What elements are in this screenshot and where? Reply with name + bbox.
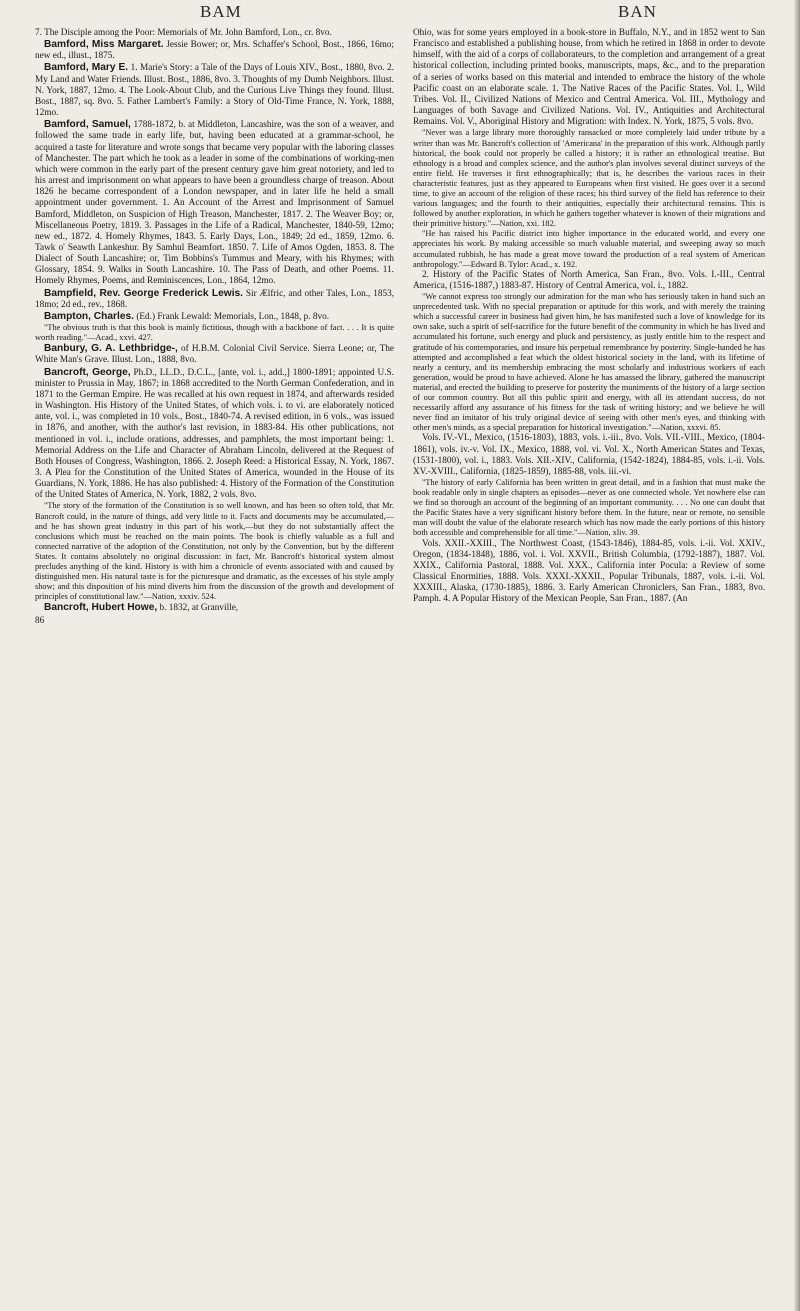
review-quote: "We cannot express too strongly our admiration for the man who has seriously taken in hand such an unprecedented task. With no special preparation or aptitude for this work, and with merely the training which a successful career in business had given him, he has manifested such a love of knowledge for its own sake, such a spirit of self-sacrifice for the future benefit of the community in which he has lived and accumulated his fortune, such energy and pluck and persistency, as justly entitle him to the respect and gratitude of his contemporaries, and insure his perpetual remembrance by posterity. Single-handed he has attempted and accomplished a feat which the oldest historical society in the land, with its lifetime of nearly a century, and its membership embracing the most scholarly and industrious workers of each generation, would be proud to have achieved. Alone he has amassed the library, gathered the manuscript material, and erected the building to preserve for posterity the muniments of the history of a large section of our common country. But all this public spirit and energy, with all its attendant success, do not necessarily afford any assurance of his fitness for the task of writing history; and we believe he will never find an imitator of his truly original device of seeing with other men's eyes, and thinking with other men's minds, as a special preparation for historical investigation."—Nation, xxxvi. 85. bbox=[413, 292, 765, 433]
review-quote: "The story of the formation of the Constitution is so well known, and has been so often told, that Mr. Bancroft could, in the nature of things, add very little to it. Facts and documents may be accumulated,—and he has shown great industry in this part of his work,—but they do not substantially affect the conclusions which must be reached on the main points. The book is chiefly valuable as a full and connected narrative of the adoption of the Constitution, not only by the Convention, but by the different States. It contains absolutely no original discussion: in fact, Mr. Bancroft's historical system almost precludes anything of the kind. History is with him a chronicle of events associated with and caused by distinguished men. His natural taste is for the picturesque and dramatic, as the excesses of his style amply show; and this disposition of his mind diverts him from the discussion of the growth and development of principles of constitutional law."—Nation, xxxiv. 524. bbox=[35, 501, 394, 602]
entry bbox=[35, 343, 394, 366]
entry bbox=[35, 288, 394, 311]
running-header bbox=[0, 2, 800, 24]
header-left-guide-word: BAM bbox=[200, 2, 242, 21]
entry-headword: Bancroft, George, bbox=[44, 366, 131, 378]
entry-headword: Bamford, Miss Margaret. bbox=[44, 39, 164, 51]
entry-headword: Bamford, Samuel, bbox=[44, 119, 131, 131]
entry bbox=[35, 119, 394, 287]
entry-body: Ph.D., LL.D., D.C.L., [ante, vol. i., add.,] 1800-1891; appointed U.S. minister to Prussia in May, 1867; in 1868 accredited to the North German Confederation, and in 1871 to the German Empire. He was recalled at his own request in 1874, and afterwards resided in Washington. His History of the United States, of which vols. i. to vi. are elaborately noticed ante, vol. i., was completed in 10 vols., Bost., 1840-74. A revised edition, in 6 vols., was issued in 1876, and another, with the author's last revision, in 1883-84. His other publications, not mentioned in vol. i., include orations, addresses, and pamphlets, the most important being: 1. Memorial Address on the Life and Character of Abraham Lincoln, delivered at the Request of Both Houses of Congress, Washington, 1866. 2. Joseph Reed: a Historical Essay, N. York, 1867. 3. A Plea for the Constitution of the United States of America, wounded in the House of its Guardians, N. York, 1886. He has also published: 4. History of the Formation of the Constitution of the United States of America, N. York, 1882, 2 vols. 8vo. bbox=[35, 367, 394, 501]
entry-body: b. 1832, at Granville, bbox=[157, 603, 239, 614]
entry-headword: Bamford, Mary E. bbox=[44, 62, 129, 74]
entry-body: Jessie Bower; or, Mrs. Schaffer's School, Bost., 1866, 16mo; new ed., illust., 1875. bbox=[35, 40, 394, 62]
entry-body: 1788-1872, b. at Middleton, Lancashire, was the son of a weaver, and followed the same trade in early life, but, having been educated at a grammar-school, he acquired a taste for literature and wrote songs that became very popular with the laboring classes of Manchester. The part which he took as a leader in some of the combinations of working-men which were common in the early part of the present century gave him great notoriety, and led to his arrest and imprisonment on what appears to have been a groundless charge of treason. About 1826 he became correspondent of a London newspaper, and in later life he held a small appointment under government. 1. An Account of the Arrest and Imprisonment of Samuel Bamford, Middleton, on Suspicion of High Treason, Manchester, 1817. 2. The Weaver Boy; or, Miscellaneous Poetry, 1819. 3. Passages in the Life of a Radical, Manchester, 1840-59, 12mo; new ed., 1872. 4. Homely Rhymes, 1843. 5. Early Days, Lon., 1849; 2d ed., 1859, 12mo. 6. Tawk o' Seawth Lankeshur. By Samhul Beamfort. 1850. 7. Life of Amos Ogden, 1853. 8. The Dialect of South Lancashire; or, Tim Bobbins's Tummus and Meary, with his Rhymes; with Glossary, 1854. 9. Walks in South Lancashire. 10. The Pass of Death, and other Poems. 11. Homely Rhymes, Poems, and Reminiscences, Lon., 1864, 12mo. bbox=[35, 120, 394, 287]
entry-continuation: Ohio, was for some years employed in a book-store in Buffalo, N.Y., and in 1852 went to San Francisco and established a publishing house, from which he retired in 1868 in order to devote himself, with the aid of a corps of collaborateurs, to the completion and arrangement of a great historical collection, including printed books, manuscripts, maps, &c., and to the preparation of a series of works based on this material and intended to embrace the history of the whole Pacific coast on an elaborate scale. 1. The Native Races of the Pacific States. Vol. I., Wild Tribes. Vol. II., Civilized Nations of Mexico and Central America. Vol. III., Mythology and Languages of both Savage and Civilized Nations. Vol. IV., Antiquities and Architectural Remains. Vol. V., Aboriginal History and Migration: with Index. N. York, 1875, 5 vols. 8vo. bbox=[413, 28, 765, 128]
right-column bbox=[413, 28, 765, 1296]
entry-paragraph: 2. History of the Pacific States of North America, San Fran., 8vo. Vols. I.-III., Central America, (1516-1887,) 1883-87. History of Central America, vol. i., 1882. bbox=[413, 269, 765, 291]
entry-headword: Bampton, Charles. bbox=[44, 310, 135, 322]
entry-body: Sir Ælfric, and other Tales, Lon., 1853, 18mo; 2d ed., rev., 1868. bbox=[35, 288, 394, 310]
entry-headword: Banbury, G. A. Lethbridge-, bbox=[44, 343, 178, 355]
header-right-guide-word: BAN bbox=[618, 2, 657, 21]
review-quote: "The history of early California has been written in great detail, and in a fashion that must make the book readable only in single chapters as episodes—never as one connected whole. Yet nowhere else can we find so thorough an account of the beginning of an important community. . . . No one can doubt that the Pacific States have a very significant history before them. In the future, near or remote, no sensible man will doubt the value of the elaborate research which has now made the early portions of this history both accessible and comprehensible for all time."—Nation, xliv. 39. bbox=[413, 477, 765, 538]
review-quote: "He has raised his Pacific district into higher importance in the educated world, and every one appreciates his work. By making accessible so much valuable material, and sweeping away so much accumulated rubbish, he has made a great move toward the production of a real system of American anthropology."—Edward B. Tylor: Acad., x. 192. bbox=[413, 229, 765, 269]
entry bbox=[35, 62, 394, 119]
review-quote: "The obvious truth is that this book is mainly fictitious, though with a backbone of fact. . . . It is quite worth reading."—Acad., xxvi. 427. bbox=[35, 323, 394, 343]
entry bbox=[35, 39, 394, 62]
entry-body: of H.B.M. Colonial Civil Service. Sierra Leone; or, The White Man's Grave. Illust. Lon., 1888, 8vo. bbox=[35, 344, 394, 366]
page-number: 86 bbox=[35, 615, 45, 626]
entry-paragraph: Vols. IV.-VI., Mexico, (1516-1803), 1883, vols. i.-iii., 8vo. Vols. VII.-VIII., Mexico, (1804-1861), vols. iv.-v. Vol. IX., Mexico, 1888, vol. vi. Vol. X., North American States and Texas, (1531-1800), vol. i., 1883. Vols. XII.-XIV., California, (1542-1824), 1884-85, vols. i.-ii. Vols. XV.-XVIII., California, (1825-1859), 1885-88, vols. iii.-vi. bbox=[413, 433, 765, 477]
entry-continuation: 7. The Disciple among the Poor: Memorials of Mr. John Bamford, Lon., cr. 8vo. bbox=[35, 28, 332, 38]
entry-headword: Bampfield, Rev. George Frederick Lewis. bbox=[44, 287, 244, 299]
page-edge-shadow bbox=[794, 0, 800, 1311]
entry-body: 1. Marie's Story: a Tale of the Days of Louis XIV., Bost., 1880, 8vo. 2. My Land and Water Friends. Illust. Bost., 1886, 8vo. 3. Thoughts of my Dumb Neighbors. Illust. N. York, 1887, 12mo. 4. The Look-About Club, and the Curious Live Things they found. Illust. Bost., 1887, sq. 8vo. 5. Father Lambert's Family: a Story of Old-Time France, N. York, 1888, 12mo. bbox=[35, 63, 394, 119]
entry bbox=[35, 367, 394, 502]
entry-paragraph: Vols. XXII.-XXIII., The Northwest Coast, (1543-1846), 1884-85, vols. i.-ii. Vol. XXIV., Oregon, (1834-1848), 1886, vol. i. Vol. XXVII., British Columbia, (1792-1887), 1887. Vol. XXIX., California Pastoral, 1888. Vol. XXX., California inter Pocula: a Review of some Classical Enormities, 1888. Vols. XXXI.-XXXII., Popular Tribunals, 1887, vols. i.-ii. Vol. XXXIII., Alaska, (1730-1885), 1886. 3. Early American Chroniclers, San Fran., 1883, 8vo. Pamph. 4. A Popular History of the Mexican People, San Fran., 1887. (An bbox=[413, 538, 765, 605]
entry-body: (Ed.) Frank Lewald: Memorials, Lon., 1848, p. 8vo. bbox=[134, 311, 330, 322]
entry-headword: Bancroft, Hubert Howe, bbox=[44, 602, 158, 614]
left-column bbox=[35, 28, 394, 1296]
entry bbox=[35, 311, 394, 323]
review-quote: "Never was a large library more thoroughly ransacked or more completely laid under tribute by a writer than was Mr. Bancroft's collection of 'Americana' in the preparation of this work. Although partly historical, the book could not properly be called a history; it is rather an ethnological treatise. But ethnology is a broad and complex science, and the author's plan involves several distinct surveys of the entire field. He traverses it first ethnographically; that is, he describes the various races in their characteristic features, just as they appeared to Europeans when first visited. He goes over it a second time, to give an account of the religion of these races; his third survey of the field has reference to their various languages; and the fourth to their antiquities, especially their architectural remains. This is followed by another exploration, in which he gathers together whatever is known of their migrations and their primitive history."—Nation, xxi. 182. bbox=[413, 128, 765, 229]
entry bbox=[35, 602, 394, 614]
